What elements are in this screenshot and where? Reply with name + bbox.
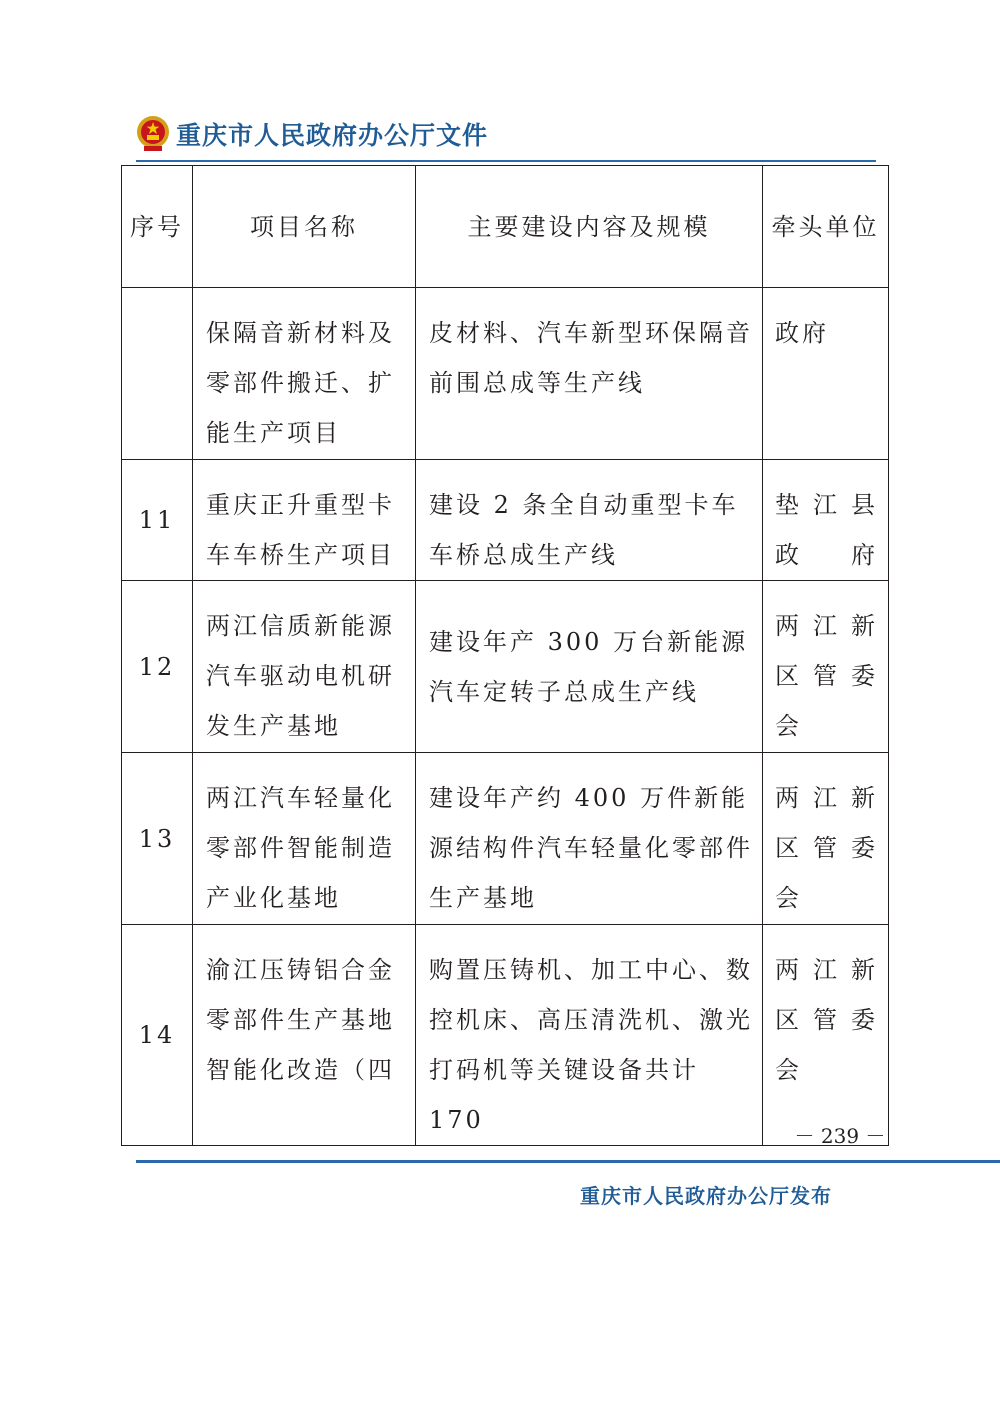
table-row <box>122 581 889 753</box>
row-project-name: 重庆正升重型卡车车桥生产项目 <box>193 460 416 581</box>
table-row <box>122 288 889 460</box>
row-lead-unit: 两江新区管委会 <box>763 581 889 753</box>
row-content: 购置压铸机、加工中心、数控机床、高压清洗机、激光打码机等关键设备共计 170 <box>416 925 763 1146</box>
footer-publisher: 重庆市人民政府办公厅发布 <box>580 1184 832 1208</box>
column-header-project-name: 项目名称 <box>193 166 416 288</box>
row-project-name: 保隔音新材料及零部件搬迁、扩能生产项目 <box>193 288 416 460</box>
row-content: 皮材料、汽车新型环保隔音前围总成等生产线 <box>416 288 763 460</box>
national-emblem-icon <box>136 114 170 154</box>
table-header-row <box>122 166 889 288</box>
project-table <box>121 165 889 1146</box>
page-number: － 239 － <box>794 1124 886 1148</box>
row-project-name: 渝江压铸铝合金零部件生产基地智能化改造（四 <box>193 925 416 1146</box>
row-content: 建设年产约 400 万件新能源结构件汽车轻量化零部件生产基地 <box>416 753 763 925</box>
row-project-name: 两江信质新能源汽车驱动电机研发生产基地 <box>193 581 416 753</box>
row-number <box>122 288 193 460</box>
row-number: 12 <box>122 581 193 753</box>
column-header-content: 主要建设内容及规模 <box>416 166 763 288</box>
row-number: 13 <box>122 753 193 925</box>
table-row <box>122 753 889 925</box>
row-lead-unit: 垫江县政府 <box>763 460 889 581</box>
row-project-name: 两江汽车轻量化零部件智能制造产业化基地 <box>193 753 416 925</box>
header-divider <box>136 160 876 162</box>
row-lead-unit: 两江新区管委会 <box>763 925 889 1146</box>
document-header <box>136 112 488 156</box>
table-row <box>122 460 889 581</box>
row-content: 建设年产 300 万台新能源汽车定转子总成生产线 <box>416 581 763 753</box>
column-header-lead-unit-label: 牵头单位 <box>771 212 880 241</box>
row-lead-unit: 两江新区管委会 <box>763 753 889 925</box>
row-lead-unit: 政府 <box>763 288 889 460</box>
row-number: 14 <box>122 925 193 1146</box>
row-number: 11 <box>122 460 193 581</box>
footer-divider <box>136 1160 1000 1163</box>
document-header-title: 重庆市人民政府办公厅文件 <box>176 121 489 150</box>
row-content: 建设 2 条全自动重型卡车车桥总成生产线 <box>416 460 763 581</box>
column-header-number: 序号 <box>122 166 193 288</box>
table-row <box>122 925 889 1146</box>
column-header-lead-unit <box>763 166 889 288</box>
